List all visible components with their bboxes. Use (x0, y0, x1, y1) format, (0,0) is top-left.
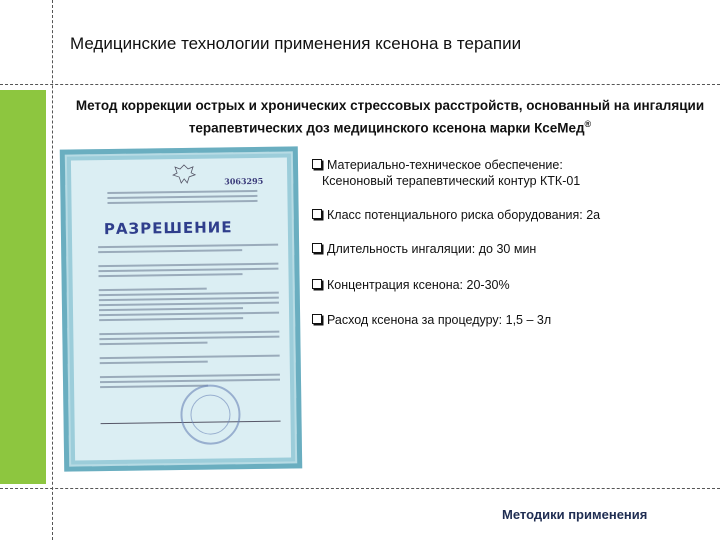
list-item (312, 312, 551, 328)
list-item (312, 241, 536, 257)
item-label: Материально-техническое обеспечение: (327, 158, 563, 172)
footer-section-label: Методики применения (502, 507, 648, 522)
top-dashed-divider (0, 84, 720, 85)
item-value: 20-30% (466, 278, 510, 292)
left-dashed-guide (52, 0, 53, 540)
permit-certificate-image (60, 146, 302, 471)
bullet-checkbox-icon (312, 279, 322, 289)
bullet-checkbox-icon (312, 243, 322, 253)
list-item (312, 277, 510, 293)
certificate-body-text (98, 244, 280, 391)
item-label: Класс потенциального риска оборудования: (327, 208, 583, 222)
list-item (312, 207, 600, 223)
slide-subtitle (64, 96, 716, 138)
item-value: 1,5 – 3л (505, 313, 552, 327)
item-label: Расход ксенона за процедуру: (327, 313, 503, 327)
item-value: до 30 мин (478, 242, 537, 256)
slide-title: Медицинские технологии применения ксенона в терапии (70, 34, 522, 53)
certificate-stamp (180, 384, 241, 445)
accent-bar (0, 90, 46, 484)
certificate-number: 3063295 (224, 175, 264, 187)
registered-mark: ® (584, 119, 592, 129)
bullet-checkbox-icon (312, 159, 322, 169)
coat-of-arms-icon (169, 163, 199, 185)
bottom-dashed-divider (0, 488, 720, 489)
item-value: Ксеноновый терапевтический контур КТК-01 (322, 174, 581, 188)
certificate-authority-lines (107, 190, 257, 207)
bullet-checkbox-icon (312, 209, 322, 219)
item-value: 2а (586, 208, 601, 222)
item-label: Концентрация ксенона: (327, 278, 464, 292)
list-item (312, 157, 580, 189)
item-label: Длительность ингаляции: (327, 242, 476, 256)
subtitle-text: Метод коррекции острых и хронических стрессовых расстройств, основанный на ингаляции терапевтических доз медицинского ксенона марки КсеМед (75, 98, 705, 136)
certificate-header: РАЗРЕШЕНИЕ (103, 218, 233, 239)
bullet-checkbox-icon (312, 314, 322, 324)
